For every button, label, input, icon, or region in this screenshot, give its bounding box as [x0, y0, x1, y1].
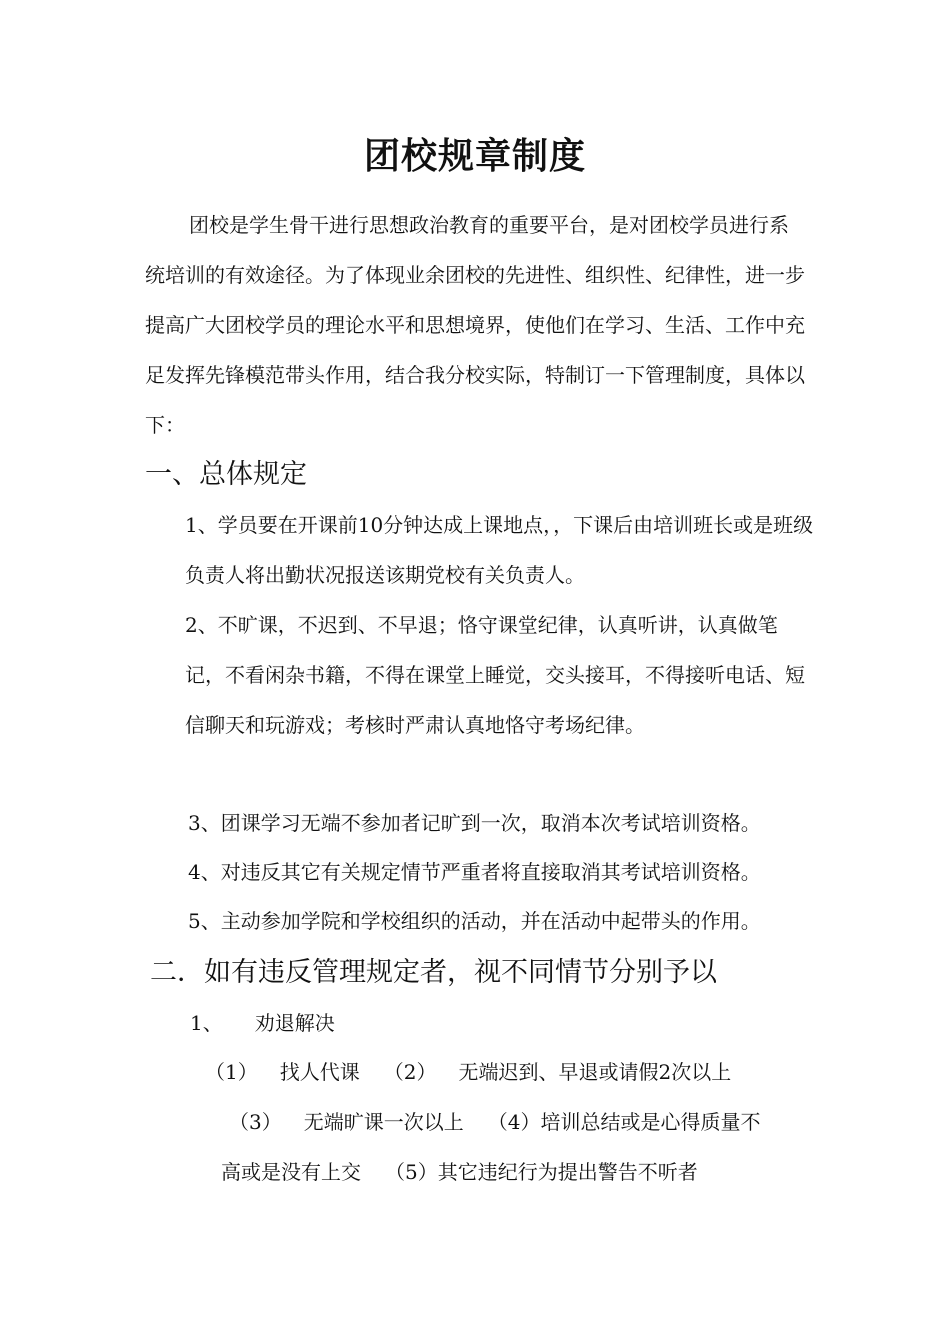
- penalty-text: 无端迟到、早退或请假2次以上: [458, 1060, 732, 1084]
- sub-item-text: 劝退解决: [254, 1011, 335, 1035]
- rule-item-5: 5、主动参加学院和学校组织的活动，并在活动中起带头的作用。: [188, 909, 761, 933]
- penalty-number: （2）: [383, 1060, 437, 1084]
- penalty-number: （5）: [385, 1160, 438, 1184]
- penalty-text-wrapped: 培训总结或是心得质量不: [540, 1110, 761, 1134]
- penalty-list: [205, 1047, 820, 1197]
- penalty-text-continued: 高或是没有上交: [221, 1160, 361, 1184]
- penalty-line: [205, 1147, 820, 1197]
- rule-item-2: 2、不旷课，不迟到、不早退；恪守课堂纪律，认真听讲，认真做笔记，不看闲杂书籍，不得在课堂上睡觉，交头接耳，不得接听电话、短信聊天和玩游戏；考核时严肃认真地恪守考场纪律。: [185, 613, 805, 737]
- penalty-line: [205, 1047, 820, 1097]
- page-title: 团校规章制度: [363, 135, 586, 177]
- intro-paragraph: 团校是学生骨干进行思想政治教育的重要平台，是对团校学员进行系统培训的有效途径。为了体现业余团校的先进性、组织性、纪律性，进一步提高广大团校学员的理论水平和思想境界，使他们在学习、生活、工作中充足发挥先锋模范带头作用，结合我分校实际，特制订一下管理制度，具体以下：: [145, 213, 805, 437]
- penalty-text: 找人代课: [279, 1060, 360, 1084]
- sub-item-number: 1、: [190, 1011, 223, 1035]
- penalty-text: 无端旷课一次以上: [303, 1110, 464, 1134]
- rule-item-4: 4、对违反其它有关规定情节严重者将直接取消其考试培训资格。: [188, 860, 761, 884]
- penalty-line: [205, 1097, 820, 1147]
- section-heading-general-rules: 一、总体规定: [145, 459, 307, 490]
- rule-item-3: 3、团课学习无端不参加者记旷到一次，取消本次考试培训资格。: [188, 811, 761, 835]
- penalty-number: （3）: [229, 1110, 282, 1134]
- penalty-text: 其它违纪行为提出警告不听者: [437, 1160, 698, 1184]
- rule-item-1: 1、学员要在开课前10分钟达成上课地点，，下课后由培训班长或是班级负责人将出勤状况报送该期党校有关负责人。: [185, 513, 814, 587]
- penalty-number: （4）: [487, 1110, 541, 1134]
- section-heading-violations: 二．如有违反管理规定者，视不同情节分别予以: [150, 957, 717, 988]
- sub-item-dismissal: [190, 998, 335, 1048]
- penalty-number: （1）: [205, 1060, 258, 1084]
